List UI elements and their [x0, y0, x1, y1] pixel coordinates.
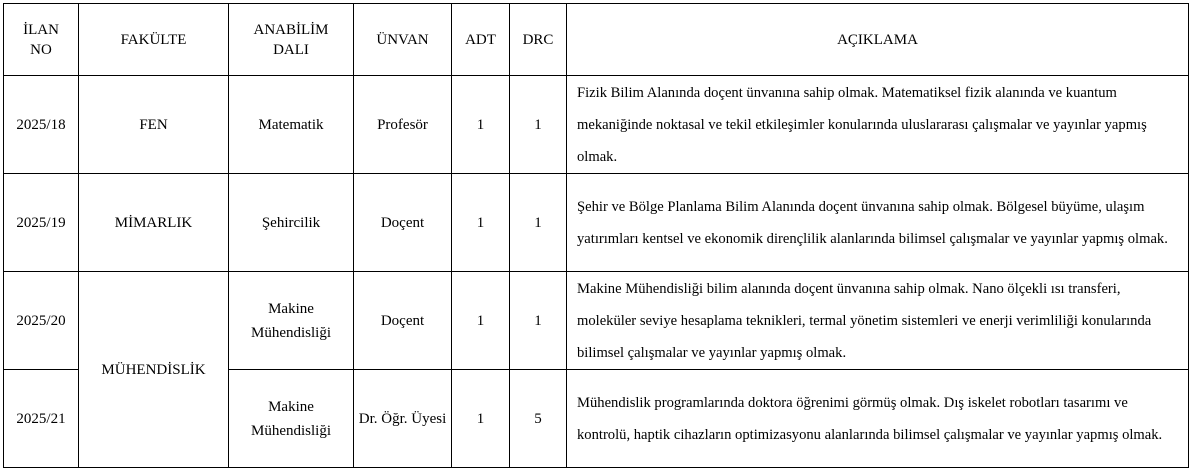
cell-anabilim: Şehircilik: [229, 174, 354, 272]
header-unvan: ÜNVAN: [354, 4, 452, 76]
table-row: [4, 76, 1189, 174]
cell-drc: 1: [510, 272, 567, 370]
cell-anabilim: Makine Mühendisliği: [229, 272, 354, 370]
cell-unvan: Doçent: [354, 174, 452, 272]
header-fakulte: FAKÜLTE: [79, 4, 229, 76]
cell-anabilim: Matematik: [229, 76, 354, 174]
cell-ilan-no: 2025/18: [4, 76, 79, 174]
cell-ilan-no: 2025/19: [4, 174, 79, 272]
cell-adt: 1: [452, 272, 510, 370]
header-drc: DRC: [510, 4, 567, 76]
cell-fakulte: FEN: [79, 76, 229, 174]
cell-unvan: Dr. Öğr. Üyesi: [354, 370, 452, 468]
faculty-positions-table: [3, 3, 1189, 468]
cell-adt: 1: [452, 76, 510, 174]
table-row: [4, 174, 1189, 272]
cell-drc: 1: [510, 174, 567, 272]
header-adt: ADT: [452, 4, 510, 76]
cell-unvan: Profesör: [354, 76, 452, 174]
header-ilan-no: İLAN NO: [4, 4, 79, 76]
table-row: [4, 272, 1189, 370]
cell-ilan-no: 2025/21: [4, 370, 79, 468]
cell-aciklama: Şehir ve Bölge Planlama Bilim Alanında doçent ünvanına sahip olmak. Bölgesel büyüme, ulaşım yatırımları kentsel ve ekonomik dirençlilik alanlarında bilimsel çalışmalar ve yayınlar yapmış olmak.: [567, 174, 1189, 272]
header-anabilim: ANABİLİM DALI: [229, 4, 354, 76]
cell-aciklama: Mühendislik programlarında doktora öğrenimi görmüş olmak. Dış iskelet robotları tasarımı ve kontrolü, haptik cihazların optimizasyonu alanlarında bilimsel çalışmalar ve yayınlar yapmış olmak.: [567, 370, 1189, 468]
cell-aciklama: Fizik Bilim Alanında doçent ünvanına sahip olmak. Matematiksel fizik alanında ve kuantum mekaniğinde noktasal ve tekil etkileşimler konularında uluslararası çalışmalar ve yayınlar yapmış olmak.: [567, 76, 1189, 174]
cell-adt: 1: [452, 174, 510, 272]
cell-fakulte: MİMARLIK: [79, 174, 229, 272]
cell-unvan: Doçent: [354, 272, 452, 370]
cell-adt: 1: [452, 370, 510, 468]
cell-fakulte: MÜHENDİSLİK: [79, 272, 229, 468]
cell-drc: 5: [510, 370, 567, 468]
table-header-row: [4, 4, 1189, 76]
header-aciklama: AÇIKLAMA: [567, 4, 1189, 76]
cell-aciklama: Makine Mühendisliği bilim alanında doçent ünvanına sahip olmak. Nano ölçekli ısı transferi, moleküler seviye hesaplama teknikleri, termal yönetim sistemleri ve enerji verimliliği konularında bilimsel çalışmalar ve yayınlar yapmış olmak.: [567, 272, 1189, 370]
cell-anabilim: Makine Mühendisliği: [229, 370, 354, 468]
cell-drc: 1: [510, 76, 567, 174]
cell-ilan-no: 2025/20: [4, 272, 79, 370]
